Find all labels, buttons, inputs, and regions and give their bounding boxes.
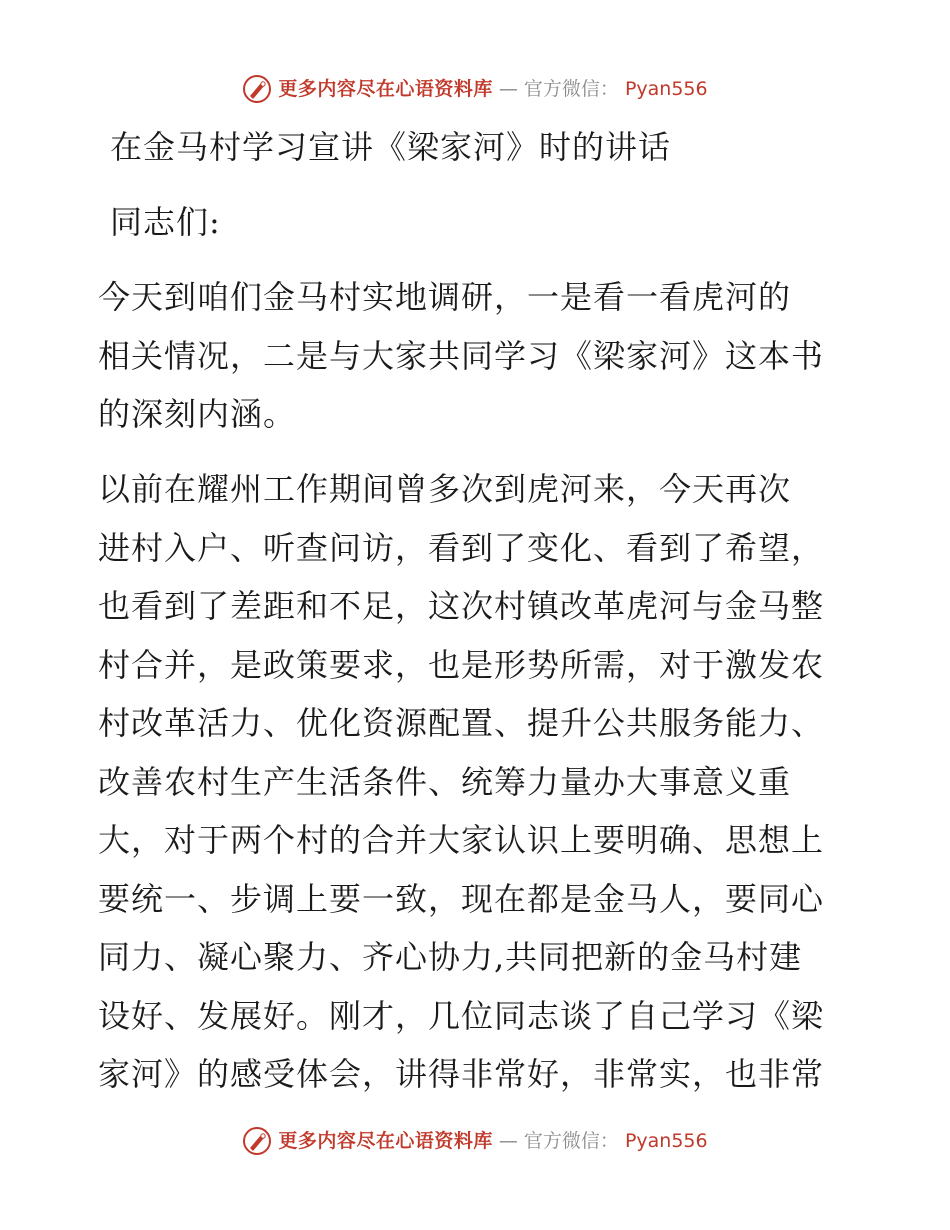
text-line: 也看到了差距和不足，这次村镇改革虎河与金马整: [98, 587, 825, 625]
text-line: 改善农村生产生活条件、统筹力量办大事意义重: [98, 762, 792, 801]
text-line: 村合并，是政策要求，也是形势所需，对于激发农: [98, 645, 825, 684]
watermark-main-text: 更多内容尽在心语资料库: [278, 78, 493, 100]
paragraph-1: [98, 268, 858, 444]
watermark-sub-text: 官方微信：: [523, 1130, 619, 1152]
pen-logo-icon: [242, 74, 272, 104]
text-line: 同力、凝心聚力、齐心协力,共同把新的金马村建: [98, 938, 803, 976]
pen-logo-icon: [242, 1126, 272, 1156]
text-line: 设好、发展好。刚才，几位同志谈了自己学习《梁: [98, 996, 825, 1035]
text-line: 以前在耀州工作期间曾多次到虎河来，今天再次: [98, 470, 792, 508]
document-title: 在金马村学习宣讲《梁家河》时的讲话: [110, 128, 672, 166]
text-line: 进村入户、听查问访，看到了变化、看到了希望，: [98, 528, 825, 567]
text-line: 要统一、步调上要一致，现在都是金马人，要同心: [98, 879, 825, 918]
watermark-header: [0, 74, 950, 104]
watermark-id: Pyan556: [624, 1130, 708, 1152]
document-greeting: 同志们:: [110, 203, 221, 241]
text-line: 大，对于两个村的合并大家认识上要明确、思想上: [98, 821, 825, 859]
watermark-id: Pyan556: [624, 78, 708, 100]
watermark-footer: [0, 1126, 950, 1156]
text-line: 的深刻内涵。: [98, 395, 297, 433]
watermark-main-text: 更多内容尽在心语资料库: [278, 1130, 493, 1152]
watermark-sub-text: 官方微信：: [523, 78, 619, 100]
text-line: 家河》的感受体会，讲得非常好，非常实，也非常: [98, 1055, 825, 1093]
watermark-dash: —: [498, 78, 518, 100]
text-line: 今天到咱们金马村实地调研，一是看一看虎河的: [98, 278, 792, 316]
watermark-dash: —: [498, 1130, 518, 1152]
text-line: 相关情况，二是与大家共同学习《梁家河》这本书: [98, 336, 825, 375]
text-line: 村改革活力、优化资源配置、提升公共服务能力、: [98, 704, 825, 742]
paragraph-2: [98, 460, 858, 1104]
